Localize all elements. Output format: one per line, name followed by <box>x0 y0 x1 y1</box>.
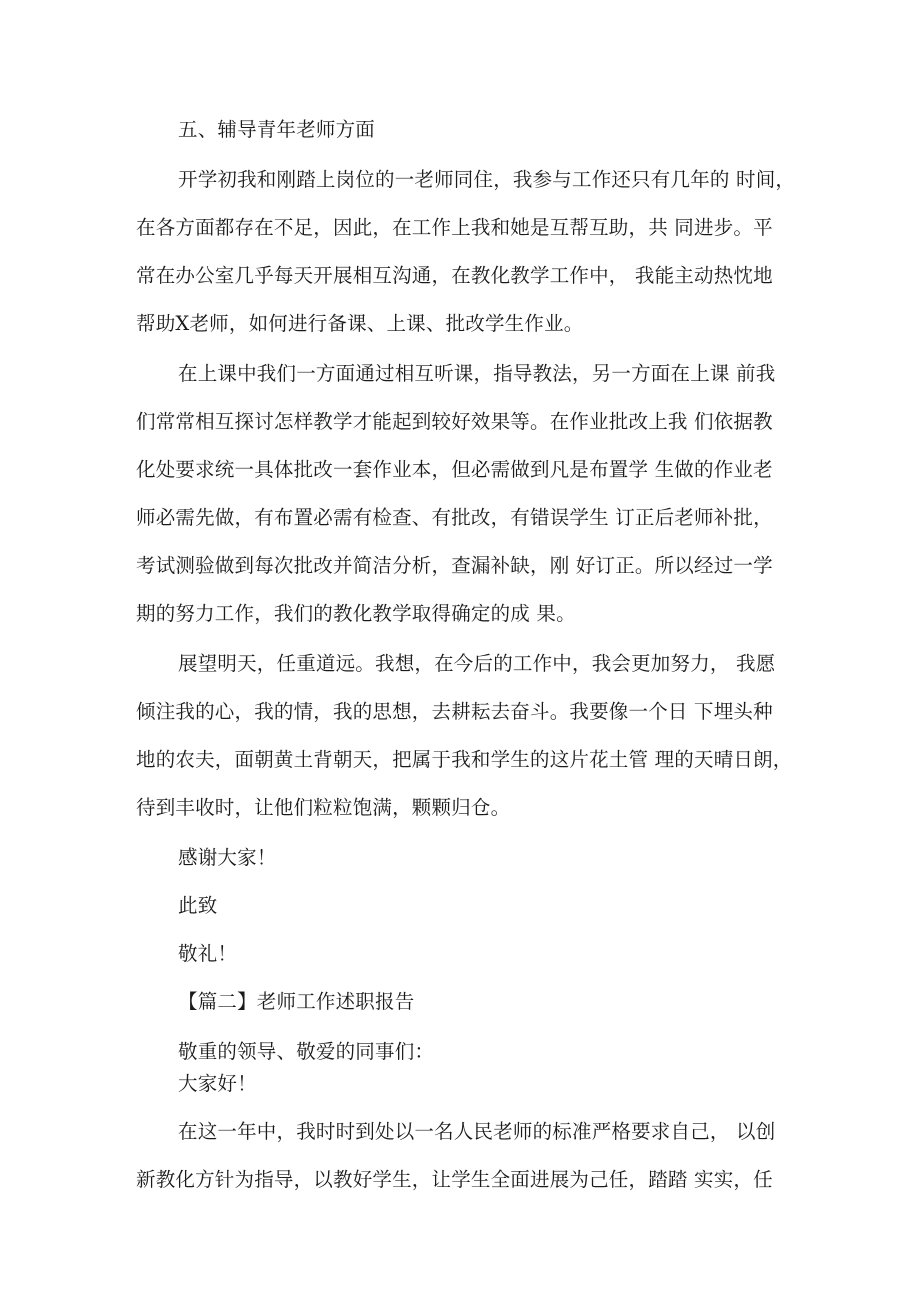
closing-thanks: 感谢大家！ <box>178 846 277 869</box>
paragraph-line: 新教化方针为指导，以教好学生，让学生全面进展为己任，踏踏 实实，任 <box>136 1168 773 1191</box>
section-heading: 五、辅导青年老师方面 <box>178 118 376 141</box>
paragraph-line: 待到丰收时，让他们粒粒饱满，颗颗归仓。 <box>136 796 511 819</box>
paragraph-line: 常在办公室几乎每天开展相互沟通，在教化教学工作中， 我能主动热忱地 <box>136 264 773 287</box>
paragraph-line: 在上课中我们一方面通过相互听课，指导教法，另一方面在上课 前我 <box>178 362 776 385</box>
closing-regards: 敬礼！ <box>178 942 238 965</box>
paragraph-line: 倾注我的心，我的情，我的思想，去耕耘去奋斗。我要像一个日 下埋头种 <box>136 700 773 723</box>
paragraph-line: 在这一年中，我时时到处以一名人民老师的标准严格要求自己， 以创 <box>178 1120 776 1143</box>
paragraph-line: 地的农夫，面朝黄土背朝天，把属于我和学生的这片花土管 理的天晴日朗， <box>136 748 793 771</box>
paragraph-line: 考试测验做到每次批改并简洁分析，查漏补缺，刚 好订正。所以经过一学 <box>136 554 773 577</box>
paragraph-line: 师必需先做，有布置必需有检查、有批改，有错误学生 订正后老师补批， <box>136 506 773 529</box>
greeting-line: 大家好！ <box>178 1072 257 1095</box>
paragraph-line: 展望明天，任重道远。我想，在今后的工作中，我会更加努力， 我愿 <box>178 652 776 675</box>
paragraph-line: 开学初我和刚踏上岗位的一老师同住，我参与工作还只有几年的 时间， <box>178 168 796 191</box>
paragraph-line: 在各方面都存在不足，因此，在工作上我和她是互帮互助，共 同进步。平 <box>136 216 773 239</box>
paragraph-line: 期的努力工作，我们的教化教学取得确定的成 果。 <box>136 602 576 625</box>
paragraph-line: 帮助X老师，如何进行备课、上课、批改学生作业。 <box>136 312 584 335</box>
paragraph-line: 们常常相互探讨怎样教学才能起到较好效果等。在作业批改上我 们依据教 <box>136 410 773 433</box>
closing-salutation: 此致 <box>178 894 218 917</box>
paragraph-line: 化处要求统一具体批改一套作业本，但必需做到凡是布置学 生做的作业老 <box>136 458 773 481</box>
section-title: 【篇二】老师工作述职报告 <box>178 990 415 1013</box>
greeting-line: 敬重的领导、敬爱的同事们： <box>178 1040 435 1063</box>
